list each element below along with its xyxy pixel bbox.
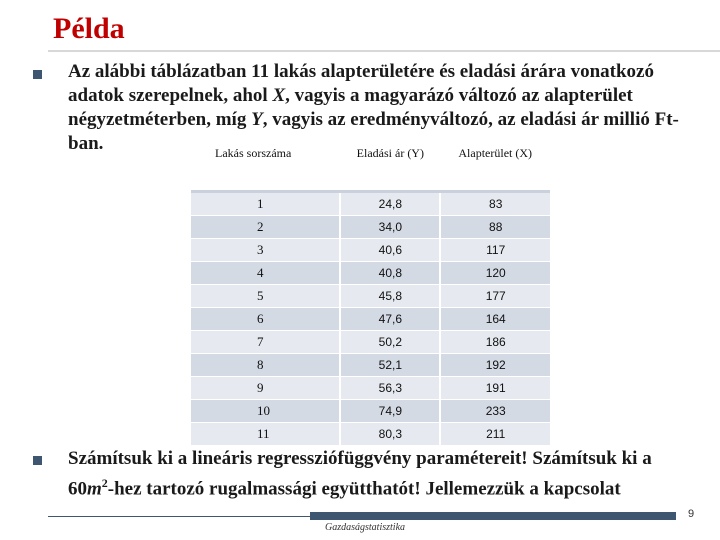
table-row: [191, 262, 550, 285]
bullet-icon: [33, 70, 42, 79]
cell-area: 83: [440, 192, 550, 216]
table-row: [191, 400, 550, 423]
table-row: [191, 285, 550, 308]
table-row: [191, 308, 550, 331]
cell-id: 9: [191, 377, 340, 400]
task-paragraph: [68, 447, 690, 501]
slide-title: Példa: [53, 12, 125, 45]
table-row: [191, 377, 550, 400]
footer-bar: [310, 512, 676, 520]
cell-area: 191: [440, 377, 550, 400]
header-price: Eladási ár (Y): [340, 140, 440, 192]
cell-price: 52,1: [340, 354, 440, 377]
cell-area: 186: [440, 331, 550, 354]
cell-area: 88: [440, 216, 550, 239]
cell-area: 211: [440, 423, 550, 446]
cell-area: 117: [440, 239, 550, 262]
table-row: [191, 192, 550, 216]
data-table: [191, 140, 550, 446]
cell-id: 6: [191, 308, 340, 331]
table-row: [191, 239, 550, 262]
footer-divider-line: [48, 516, 310, 517]
task-text-1: Számítsuk ki a lineáris regressziófüggvény paramétereit! Számítsuk ki a: [68, 448, 652, 469]
cell-price: 34,0: [340, 216, 440, 239]
cell-id: 7: [191, 331, 340, 354]
x-variable: X: [272, 85, 286, 106]
cell-id: 8: [191, 354, 340, 377]
table-row: [191, 331, 550, 354]
table-row: [191, 216, 550, 239]
header-area: Alapterület (X): [440, 140, 550, 192]
cell-area: 192: [440, 354, 550, 377]
cell-area: 164: [440, 308, 550, 331]
footer-label: Gazdaságstatisztika: [325, 522, 406, 533]
cell-price: 50,2: [340, 331, 440, 354]
cell-area: 177: [440, 285, 550, 308]
title-divider: [48, 50, 720, 52]
intro-text-2: , vagyis a magyarázó változó az alapterület négyzetméterben, míg: [68, 85, 633, 130]
header-id: Lakás sorszáma: [191, 140, 340, 192]
cell-id: 1: [191, 192, 340, 216]
cell-id: 3: [191, 239, 340, 262]
cell-price: 80,3: [340, 423, 440, 446]
cell-price: 45,8: [340, 285, 440, 308]
cell-price: 74,9: [340, 400, 440, 423]
cell-id: 10: [191, 400, 340, 423]
cell-id: 4: [191, 262, 340, 285]
page-number: 9: [688, 508, 695, 520]
task-unit: m: [87, 478, 102, 500]
table-header-row: [191, 140, 550, 192]
task-value: 60: [68, 478, 87, 500]
cell-price: 40,8: [340, 262, 440, 285]
cell-area: 120: [440, 262, 550, 285]
cell-id: 11: [191, 423, 340, 446]
y-variable: Y: [251, 109, 263, 130]
cell-price: 40,6: [340, 239, 440, 262]
intro-text-3: , vagyis az eredményváltozó, az eladási ár millió Ft-ban.: [68, 109, 679, 154]
cell-id: 2: [191, 216, 340, 239]
task-text-2: -hez tartozó rugalmassági együtthatót! Jellemezzük a kapcsolat: [107, 478, 621, 500]
cell-price: 47,6: [340, 308, 440, 331]
cell-area: 233: [440, 400, 550, 423]
cell-price: 56,3: [340, 377, 440, 400]
task-exponent: 2: [101, 476, 108, 490]
cell-id: 5: [191, 285, 340, 308]
bullet-icon: [33, 456, 42, 465]
cell-price: 24,8: [340, 192, 440, 216]
table-row: [191, 423, 550, 446]
table-row: [191, 354, 550, 377]
intro-text-1: Az alábbi táblázatban 11 lakás alapterületére és eladási árára vonatkozó adatok szerepelnek, ahol: [68, 61, 654, 106]
